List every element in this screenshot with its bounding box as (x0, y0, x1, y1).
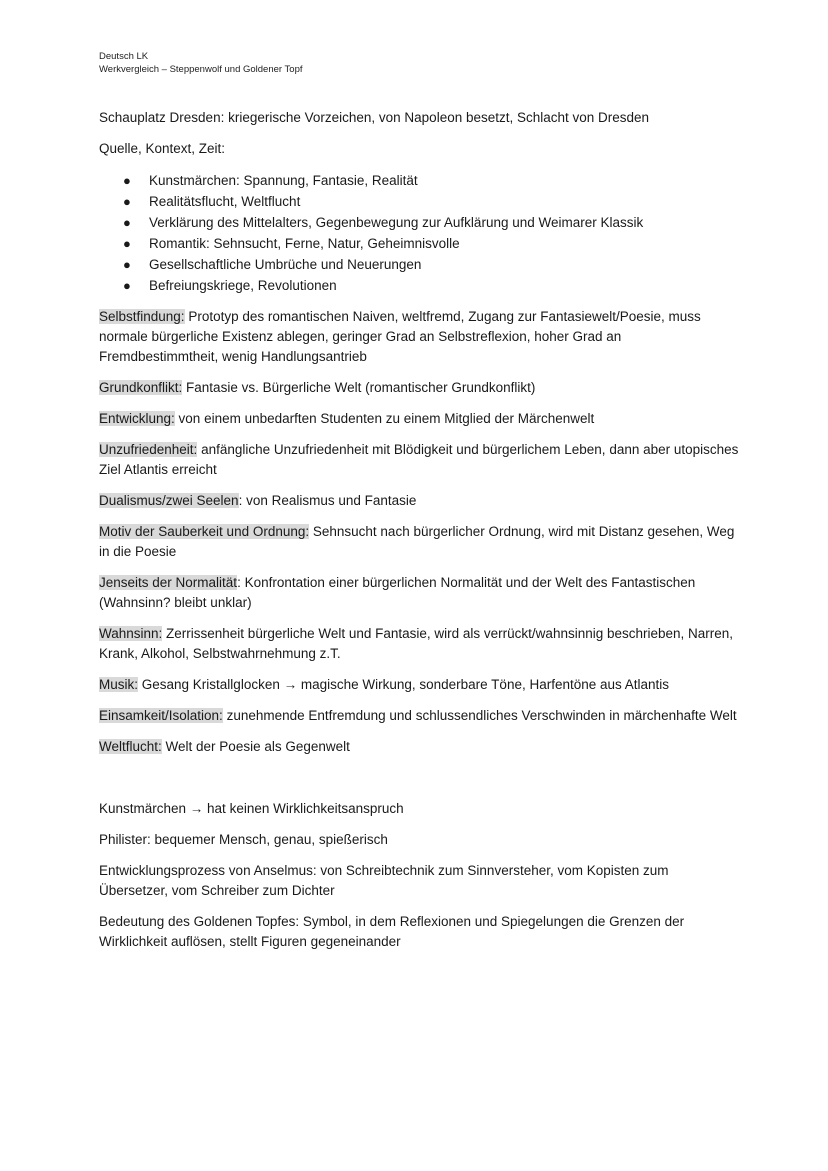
topic-term: Musik: (99, 677, 139, 692)
note-entwicklungsprozess: Entwicklungsprozess von Anselmus: von Schreibtechnik zum Sinnversteher, vom Kopisten zum Übersetzer, vom Schreiber zum Dichter (99, 863, 669, 898)
bullet-icon: ● (123, 257, 131, 272)
note-kunstmaerchen: Kunstmärchen → hat keinen Wirklichkeitsanspruch (99, 801, 404, 816)
topic-unzufriedenheit (99, 440, 739, 480)
note-philister: Philister: bequemer Mensch, genau, spießerisch (99, 832, 388, 847)
topic-term: Einsamkeit/Isolation: (99, 708, 223, 723)
list-item: ● Realitätsflucht, Weltflucht (149, 191, 739, 212)
topic-text: von einem unbedarften Studenten zu einem Mitglied der Märchenwelt (174, 411, 595, 426)
document-page (99, 50, 739, 963)
topic-wahnsinn (99, 624, 739, 664)
list-item: ● Verklärung des Mittelalters, Gegenbewegung zur Aufklärung und Weimarer Klassik (149, 212, 739, 233)
topic-term: Entwicklung: (99, 411, 175, 426)
intro-paragraph: Schauplatz Dresden: kriegerische Vorzeichen, von Napoleon besetzt, Schlacht von Dresden (99, 110, 650, 125)
topic-term: Selbstfindung: (99, 309, 185, 324)
topic-term: Grundkonflikt: (99, 380, 183, 395)
document-header (99, 50, 739, 76)
list-item: ● Kunstmärchen: Spannung, Fantasie, Realität (149, 170, 739, 191)
header-subject: Werkvergleich – Steppenwolf und Goldener Topf (99, 64, 303, 75)
bullet-icon: ● (123, 278, 131, 293)
list-item: ● Gesellschaftliche Umbrüche und Neuerungen (149, 254, 739, 275)
topic-text: Welt der Poesie als Gegenwelt (161, 739, 350, 754)
bullet-icon: ● (123, 215, 131, 230)
header-course: Deutsch LK (99, 51, 149, 62)
topic-text: Sehnsucht nach bürgerlicher Ordnung, wird mit Distanz gesehen, Weg in die Poesie (99, 524, 735, 559)
topic-term: Wahnsinn: (99, 626, 163, 641)
bullet-icon: ● (123, 173, 131, 188)
topic-text: : von Realismus und Fantasie (238, 493, 417, 508)
topic-weltflucht (99, 737, 739, 757)
topic-einsamkeit (99, 706, 739, 726)
topic-term: Weltflucht: (99, 739, 162, 754)
topic-term: Jenseits der Normalität (99, 575, 238, 590)
topic-text: Zerrissenheit bürgerliche Welt und Fantasie, wird als verrückt/wahnsinnig beschrieben, Narren, Krank, Alkohol, Selbstwahrnehmung z.T. (99, 626, 734, 661)
spacer (99, 768, 739, 799)
topic-text: zunehmende Entfremdung und schlussendliches Verschwinden in märchenhafte Welt (222, 708, 737, 723)
topic-sauberkeit (99, 522, 739, 562)
topic-dualismus (99, 491, 739, 511)
list-item: ● Befreiungskriege, Revolutionen (149, 275, 739, 296)
topic-text: : Konfrontation einer bürgerlichen Normalität und der Welt des Fantastischen (Wahnsinn? bleibt unklar) (99, 575, 696, 610)
list-item: ● Romantik: Sehnsucht, Ferne, Natur, Geheimnisvolle (149, 233, 739, 254)
source-heading: Quelle, Kontext, Zeit: (99, 141, 226, 156)
topic-grundkonflikt (99, 378, 739, 398)
topic-term: Unzufriedenheit: (99, 442, 198, 457)
topic-text: Prototyp des romantischen Naiven, weltfremd, Zugang zur Fantasiewelt/Poesie, muss normale bürgerliche Existenz ablegen, geringer Grad an Selbstreflexion, hoher Grad an Fremdbestimmtheit, wenig Handlungsantrieb (99, 309, 701, 364)
topic-text: Gesang Kristallglocken → magische Wirkung, sonderbare Töne, Harfentöne aus Atlantis (138, 677, 670, 692)
topic-term: Motiv der Sauberkeit und Ordnung: (99, 524, 310, 539)
topic-musik (99, 675, 739, 695)
context-list (99, 170, 739, 296)
bullet-icon: ● (123, 236, 131, 251)
note-goldener-topf: Bedeutung des Goldenen Topfes: Symbol, in dem Reflexionen und Spiegelungen die Grenzen der Wirklichkeit auflösen, stellt Figuren gegeneinander (99, 914, 685, 949)
topic-normalitaet (99, 573, 739, 613)
topic-entwicklung (99, 409, 739, 429)
bullet-icon: ● (123, 194, 131, 209)
topic-text: Fantasie vs. Bürgerliche Welt (romantischer Grundkonflikt) (182, 380, 536, 395)
topic-text: anfängliche Unzufriedenheit mit Blödigkeit und bürgerlichem Leben, dann aber utopisches Ziel Atlantis erreicht (99, 442, 739, 477)
topic-selbstfindung (99, 307, 739, 367)
topic-term: Dualismus/zwei Seelen (99, 493, 239, 508)
